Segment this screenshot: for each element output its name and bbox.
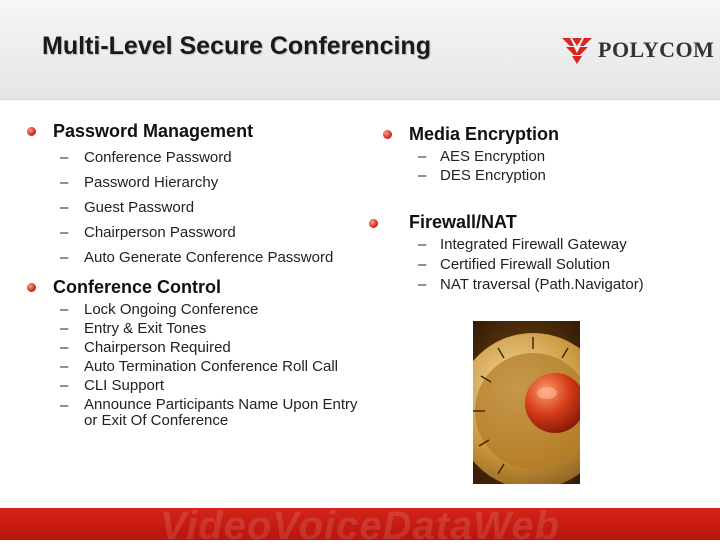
dash-marker: – <box>418 276 427 293</box>
list-item: Entry & Exit Tones <box>84 320 207 337</box>
list-item: Certified Firewall Solution <box>440 256 611 273</box>
list-item: Announce Participants Name Upon Entry or Exit Of Conference <box>84 396 358 429</box>
logo-text: POLYCOM <box>598 37 715 62</box>
list-item: CLI Support <box>84 377 165 394</box>
combination-lock-icon <box>473 321 580 484</box>
dash-marker: – <box>60 199 69 216</box>
dash-marker: – <box>60 249 69 266</box>
dash-marker: – <box>418 167 427 184</box>
firewall-heading: Firewall/NAT <box>409 212 517 232</box>
dash-marker: – <box>418 236 427 253</box>
dash-marker: – <box>60 224 69 241</box>
control-heading: Conference Control <box>53 277 222 297</box>
slide-title: Multi-Level Secure Conferencing <box>42 32 431 60</box>
list-item: NAT traversal (Path.Navigator) <box>440 276 644 293</box>
bullet-icon <box>27 127 36 136</box>
dash-marker: – <box>60 397 69 414</box>
dash-marker: – <box>60 174 69 191</box>
list-item: Lock Ongoing Conference <box>84 301 259 318</box>
list-item: Chairperson Password <box>84 224 236 241</box>
dash-marker: – <box>418 148 427 165</box>
bullet-icon <box>369 219 378 228</box>
dash-marker: – <box>60 320 69 337</box>
list-item: Password Hierarchy <box>84 174 219 191</box>
dash-marker: – <box>418 256 427 273</box>
dash-marker: – <box>60 339 69 356</box>
list-item: Chairperson Required <box>84 339 231 356</box>
bullet-icon <box>383 130 392 139</box>
dash-marker: – <box>60 301 69 318</box>
list-item: Auto Generate Conference Password <box>84 249 334 266</box>
dash-marker: – <box>60 377 69 394</box>
list-item: Integrated Firewall Gateway <box>440 236 627 253</box>
polycom-logo-mark-icon <box>560 34 594 66</box>
footer-watermark: VideoVoiceDataWeb <box>160 504 561 548</box>
dash-marker: – <box>60 358 69 375</box>
list-item: Conference Password <box>84 149 232 166</box>
list-item: AES Encryption <box>440 148 546 165</box>
header-divider <box>0 99 720 100</box>
encryption-heading: Media Encryption <box>409 124 560 144</box>
list-item: Auto Termination Conference Roll Call <box>84 358 339 375</box>
dash-marker: – <box>60 149 69 166</box>
polycom-logo <box>560 34 714 66</box>
password-heading: Password Management <box>53 121 254 141</box>
safe-dial-image <box>473 321 580 484</box>
list-item: Guest Password <box>84 199 195 216</box>
bullet-icon <box>27 283 36 292</box>
list-item: DES Encryption <box>440 167 546 184</box>
